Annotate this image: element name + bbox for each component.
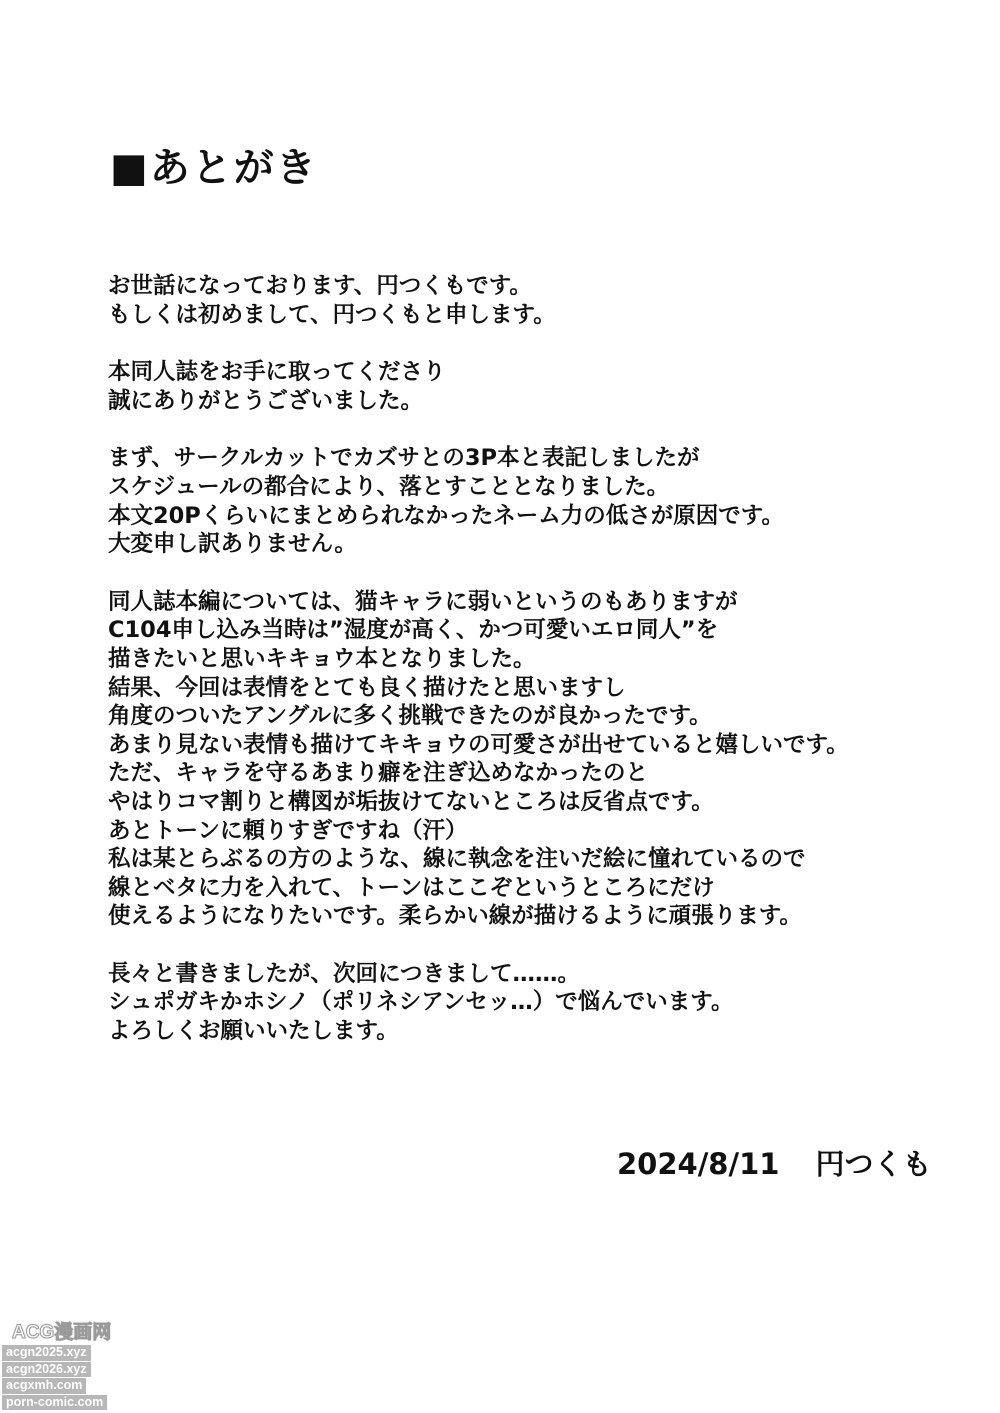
page-title: ■あとがき: [110, 145, 318, 191]
text-line: シュポガキかホシノ（ポリネシアンセッ…）で悩んでいます。: [108, 989, 734, 1016]
text-line: お世話になっております、円つくもです。: [108, 273, 532, 299]
signature-author: 円つくも: [815, 1147, 932, 1181]
signature: [617, 1144, 932, 1184]
text-line: 同人誌本編については、猫キャラに弱いというのもありますが: [108, 588, 738, 615]
text-line: C104申し込み当時は”湿度が高く、かつ可愛いエロ同人”を: [108, 617, 719, 644]
text-line: スケジュールの都合により、落とすこととなりました。: [108, 473, 670, 500]
watermark-site: acgn2026.xyz: [2, 1362, 91, 1378]
text-line: よろしくお願いいたします。: [108, 1018, 399, 1045]
signature-date: 2024/8/11: [617, 1147, 780, 1181]
afterword-body: [108, 272, 958, 1075]
text-line: まず、サークルカットでカズサとの3P本と表記しましたが: [108, 445, 700, 472]
watermark-site: acgn2025.xyz: [2, 1345, 91, 1361]
text-line: 結果、今回は表情をとても良く描けたと思いますし: [108, 674, 626, 701]
paragraph-closing: [108, 960, 958, 1046]
text-line: 線とベタに力を入れて、トーンはここぞというところにだけ: [108, 874, 715, 901]
text-line: 本文20Pくらいにまとめられなかったネーム力の低さが原因です。: [108, 502, 785, 529]
paragraph-greeting: [108, 272, 958, 329]
text-line: 私は某とらぶるの方のような、線に執念を注いだ絵に憧れているので: [108, 846, 806, 873]
paragraph-main-story: [108, 588, 958, 931]
text-line: ただ、キャラを守るあまり癖を注ぎ込めなかったのと: [108, 760, 649, 787]
text-line: あとトーンに頼りすぎですね（汗）: [108, 817, 468, 844]
text-line: あまり見ない表情も描けてキキョウの可愛さが出せていると嬉しいです。: [108, 731, 849, 758]
text-line: 本同人誌をお手に取ってくださり: [108, 359, 446, 386]
text-line: 使えるようになりたいです。柔らかい線が描けるように頑張ります。: [108, 903, 802, 930]
watermark-site: acgxmh.com: [2, 1378, 86, 1394]
paragraph-thanks: [108, 358, 958, 415]
text-line: 描きたいと思いキキョウ本となりました。: [108, 645, 536, 672]
text-line: 大変申し訳ありません。: [108, 531, 357, 558]
watermark-site: porn-comic.com: [2, 1395, 107, 1411]
paragraph-apology: [108, 444, 958, 558]
text-line: 角度のついたアングルに多く挑戦できたのが良かったです。: [108, 703, 712, 730]
watermark: [2, 1322, 130, 1410]
text-line: やはりコマ割りと構図が垢抜けてないところは反省点です。: [108, 788, 714, 815]
text-line: 長々と書きましたが、次回につきまして……。: [108, 960, 581, 987]
text-line: もしくは初めまして、円つくもと申します。: [108, 301, 556, 328]
watermark-logo: ACG漫画网: [12, 1322, 112, 1343]
text-line: 誠にありがとうございました。: [108, 387, 424, 414]
